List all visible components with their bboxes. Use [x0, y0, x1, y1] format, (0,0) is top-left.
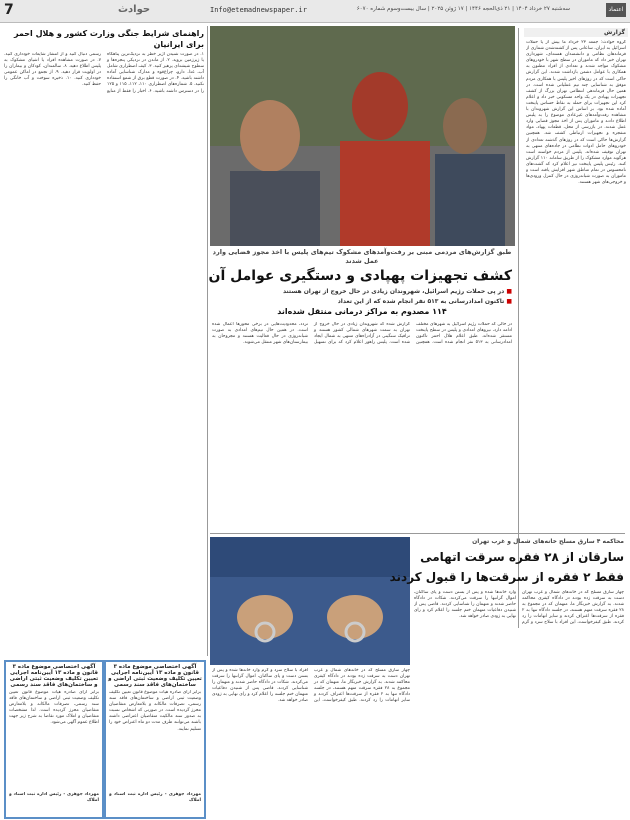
photo-caption: طبق گزارش‌های مردمی مبنی بر رفت‌وآمدهای مشکوک تیم‌های پلیس با اخذ مجوز قضایی وارد عمل شدند — [212, 248, 512, 265]
story-divider — [210, 533, 625, 534]
handcuffed-hands-photo — [210, 537, 410, 665]
ad-text: برابر آرای صادره هیات موضوع قانون تعیین تکلیف وضعیت ثبتی اراضی و ساختمان‌های فاقد سند رسمی، تصرفات مالکانه و بلامعارض متقاضیان محرز گردیده است. در صورتی که اشخاص نسبت به صدور سند مالکیت متقاضیان اعتراضی داشته باشند می‌توانند ظرف مدت دو ماه اعتراض خود را تسلیم نمایند. — [109, 690, 201, 732]
second-headline-2: فقط ۲ فقره از سرقت‌ها را قبول کردند — [389, 570, 624, 584]
section-title: حوادث — [118, 4, 151, 15]
contact-email[interactable]: Info@etemadnewspaper.ir — [210, 6, 307, 14]
ad-signature: مهرداد جوهری - رئیس اداره ثبت اسناد و املاک — [109, 792, 201, 804]
second-kicker: محاکمه ۴ سارق مسلح خانه‌های شمال و غرب تهران — [472, 538, 624, 545]
column-divider-left — [207, 26, 208, 656]
main-story-text: در حالی که حملات رژیم اسرائیل به شهرهای مختلف ادامه دارد، نیروهای امدادی و پلیس در سطح پایتخت مستقر شده‌اند. طبق اعلام هلال احمر تاکنون امدادرسانی به ۵۱۳ نفر انجام شده است. همچنین گزارش شده که شهروندان زیادی در حال خروج از تهران به سمت شهرهای شمالی کشور هستند و ترافیک سنگینی در آزادراه‌های منتهی به شمال ایجاد شده است. پلیس راهور اعلام کرد که برای تسهیل تردد، محدودیت‌هایی در برخی محورها اعمال شده است. در همین حال تیم‌های امدادی به صورت شبانه‌روزی در حال فعالیت هستند و مجروحان به بیمارستان‌های شهر منتقل می‌شوند. — [212, 322, 512, 346]
page-number: 7 — [4, 2, 14, 18]
second-headline-1: سارقان از ۲۸ فقره سرقت اتهامی — [420, 550, 624, 564]
ad-title: آگهی اختصاصی موضوع ماده ۳ قانون و ماده ۱۳ آیین‌نامه اجرایی تعیین تکلیف وضعیت ثبتی اراضی و ساختمان‌های فاقد سند رسمی — [108, 664, 202, 688]
newspaper-logo: اعتماد — [606, 3, 626, 17]
main-bullet-2b: ۱۱۴ مصدوم به مراکز درمانی منتقل شده‌اند — [277, 307, 447, 316]
injured-man-photo — [210, 26, 515, 246]
legal-ad-1 — [4, 660, 104, 819]
main-bullet-1: ■ در پی حملات رژیم اسرائیل، شهروندان زیادی در حال خروج از تهران هستند — [282, 288, 512, 295]
legal-ad-2 — [104, 660, 206, 819]
second-story-text: چهار سارق مسلح که در خانه‌های شمال و غرب تهران دست به سرقت زده بودند در دادگاه کیفری محاکمه شدند. به گزارش خبرنگار ما، متهمان که در مجموع به ۲۸ فقره سرقت متهم هستند، در جلسه دادگاه تنها به ۲ فقره از سرقت‌ها اعتراف کردند و سایر اتهامات را رد کردند. طبق کیفرخواست، این افراد با سلاح سرد و گرم وارد خانه‌ها شده و پس از بستن دست و پای ساکنان، اموال گرانبها را سرقت می‌کردند. شکات در دادگاه حاضر شدند و متهمان را شناسایی کردند. قاضی پس از شنیدن دفاعیات متهمان ختم جلسه را اعلام کرد و رای نهایی به زودی صادر خواهد شد. — [414, 590, 624, 626]
main-bullet-2: ■ تاکنون امدادرسانی به ۵۱۳ نفر انجام شده که از این تعداد — [337, 298, 512, 305]
handcuffs-photo — [210, 537, 410, 665]
page-header — [0, 0, 630, 23]
right-column-text: گروه حوادث: جمعه ۲۳ خرداد ما بیش از یا حملات اسرائیل به ایران، ساعاتی پس از کشته‌شدن شماری از فرماندهان نظامی و دانشمندان هسته‌ای، شهرداری تهران خبر داد که ماموران در سطح شهر با خودروهای مشکوک مواجه شدند و تعدادی از افراد مظنون به همکاری با عوامل دشمن بازداشت شدند. این گزارش حاکی است که در روزهای اخیر پلیس با همکاری مردم موفق به شناسایی چند تیم عملیاتی شده است. در همین حال فرماندهی انتظامی تهران بزرگ از کشف تجهیزات پهپادی در یک واحد مسکونی خبر داد و اعلام کرد این تجهیزات برای حمله به نقاط حساس پایتخت آماده شده بود. بر اساس این گزارش شهروندان با مشاهده رفت‌وآمدهای غیرعادی موضوع را به پلیس اطلاع دادند و ماموران پس از اخذ مجوز قضایی وارد عمل شدند. در بازرسی از محل، قطعات پهپاد، مواد منفجره و تجهیزات ارتباطی کشف شد. همچنین گزارش‌ها حاکی است که در روزهای گذشته تعدادی از خودروهای حامل ادوات نظامی در جاده‌های منتهی به تهران توقیف شده‌اند. پلیس از مردم خواسته است هرگونه موارد مشکوک را از طریق سامانه ۱۱۰ گزارش کنند. رئیس پلیس پایتخت نیز اعلام کرد که گشت‌های نامحسوس در تمام مناطق شهر افزایش یافته است و ماموران به صورت شبانه‌روزی در حال کنترل ورودی‌ها و خروجی‌های شهر هستند. — [526, 40, 626, 186]
dateline: سه‌شنبه ۲۷ خرداد ۱۴۰۴ | ۲۱ ذی‌الحجه ۱۴۴۶ | ۱۷ ژوئن ۲۰۲۵ | سال بیست‌وسوم شماره ۶۰۷۰ — [356, 6, 570, 12]
main-story-photo — [210, 26, 515, 246]
main-headline: کشف تجهیزات پهپادی و دستگیری عوامل آن — [208, 268, 512, 284]
left-column-head: راهنمای شرایط جنگی وزارت کشور و هلال احمر برای ایرانیان — [13, 29, 204, 49]
ad-title: آگهی اختصاصی موضوع ماده ۳ قانون و ماده ۱۳ آیین‌نامه اجرایی تعیین تکلیف وضعیت ثبتی اراضی و ساختمان‌های فاقد سند رسمی — [9, 664, 99, 688]
ad-signature: مهرداد جوهری - رئیس اداره ثبت اسناد و املاک — [9, 792, 99, 804]
right-column-head: گزارش — [524, 28, 628, 37]
left-column-text: ۱. در صورت شنیدن آژیر خطر به نزدیک‌ترین پناهگاه یا زیرزمین بروید. ۲. از ماندن در نزدیکی پنجره‌ها و سطوح شیشه‌ای پرهیز کنید. ۳. کیف اضطراری شامل آب، غذا، دارو، چراغ‌قوه و مدارک شناسایی آماده داشته باشید. ۴. در صورت قطع برق از شمع استفاده نکنید. ۵. شماره‌های اضطراری ۱۱۰، ۱۱۲، ۱۱۵ و ۱۲۵ را در دسترس داشته باشید. ۶. اخبار را فقط از منابع رسمی دنبال کنید و از انتشار شایعات خودداری کنید. ۷. در صورت مشاهده افراد یا اشیای مشکوک به پلیس اطلاع دهید. ۸. سالمندان، کودکان و بیماران را در اولویت قرار دهید. ۹. از تجمع در اماکن عمومی خودداری کنید. ۱۰. ذخیره سوخت و آب خانگی را حفظ کنید. — [4, 52, 204, 94]
ad-text: برابر آرای صادره هیات موضوع قانون تعیین تکلیف وضعیت ثبتی اراضی و ساختمان‌های فاقد سند رسمی، تصرفات مالکانه و بلامعارض متقاضیان محرز گردیده است. لذا مشخصات متقاضیان و املاک مورد تقاضا به شرح زیر جهت اطلاع عموم آگهی می‌شود. — [9, 690, 99, 726]
second-story-text-cont: چهار سارق مسلح که در خانه‌های شمال و غرب تهران دست به سرقت زده بودند در دادگاه کیفری محاکمه شدند. به گزارش خبرنگار ما، متهمان که در مجموع به ۲۸ فقره سرقت متهم هستند، در جلسه دادگاه تنها به ۲ فقره از سرقت‌ها اعتراف کردند و سایر اتهامات را رد کردند. طبق کیفرخواست، این افراد با سلاح سرد و گرم وارد خانه‌ها شده و پس از بستن دست و پای ساکنان، اموال گرانبها را سرقت می‌کردند. شکات در دادگاه حاضر شدند و متهمان را شناسایی کردند. قاضی پس از شنیدن دفاعیات متهمان ختم جلسه را اعلام کرد و رای نهایی به زودی صادر خواهد شد. — [212, 668, 410, 704]
